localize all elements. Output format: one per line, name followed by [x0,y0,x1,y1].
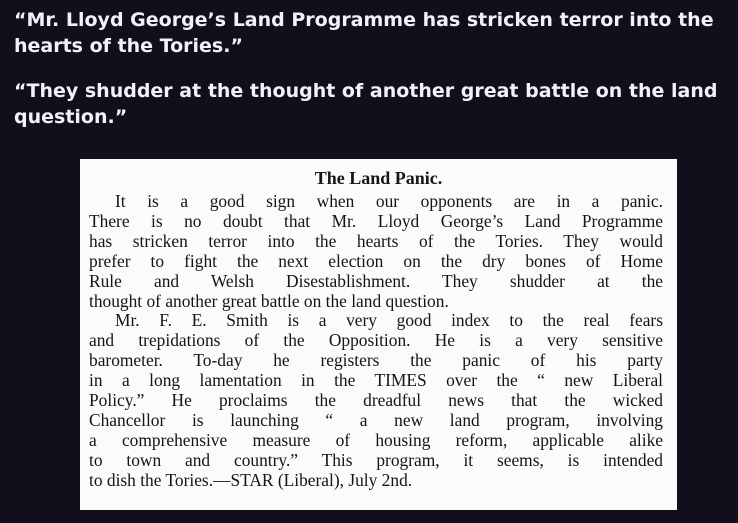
clipping-line: to town and country.” This program, it seems, is intended [89,449,663,470]
clipping-line: Policy.” He proclaims the dreadful news that the wicked [89,390,663,411]
clipping-line: Rule and Welsh Disestablishment. They shudder at the [89,270,663,291]
clipping-line: has stricken terror into the hearts of the Tories. They would [89,230,663,251]
clipping-line: in a long lamentation in the TIMES over the “ new Liberal [89,370,663,391]
clipping-line: prefer to fight the next election on the dry bones of Home [89,250,663,271]
clipping-line: thought of another great battle on the land question. [89,290,449,311]
clipping-line: to dish the Tories.—STAR (Liberal), July 2nd. [89,469,413,490]
clipping-line: a comprehensive measure of housing reform, applicable alike [89,429,663,450]
clipping-title: The Land Panic. [314,168,443,188]
newspaper-clipping [80,159,677,510]
quote-2: “They shudder at the thought of another great battle on the land question.” [14,80,718,128]
clipping-line: Chancellor is launching “ a new land program, involving [89,409,663,430]
clipping-line: barometer. To-day he registers the panic of his party [89,350,663,371]
clipping-line: It is a good sign when our opponents are in a panic. [115,191,663,211]
quote-1: “Mr. Lloyd George’s Land Programme has stricken terror into the hearts of the Tories.” [14,9,714,57]
clipping-line: and trepidations of the Opposition. He is a very sensitive [89,330,663,351]
clipping-body [89,192,663,491]
clipping-line: Mr. F. E. Smith is a very good index to the real fears [115,310,663,331]
clipping-line: There is no doubt that Mr. Lloyd George’s Land Programme [89,210,663,231]
